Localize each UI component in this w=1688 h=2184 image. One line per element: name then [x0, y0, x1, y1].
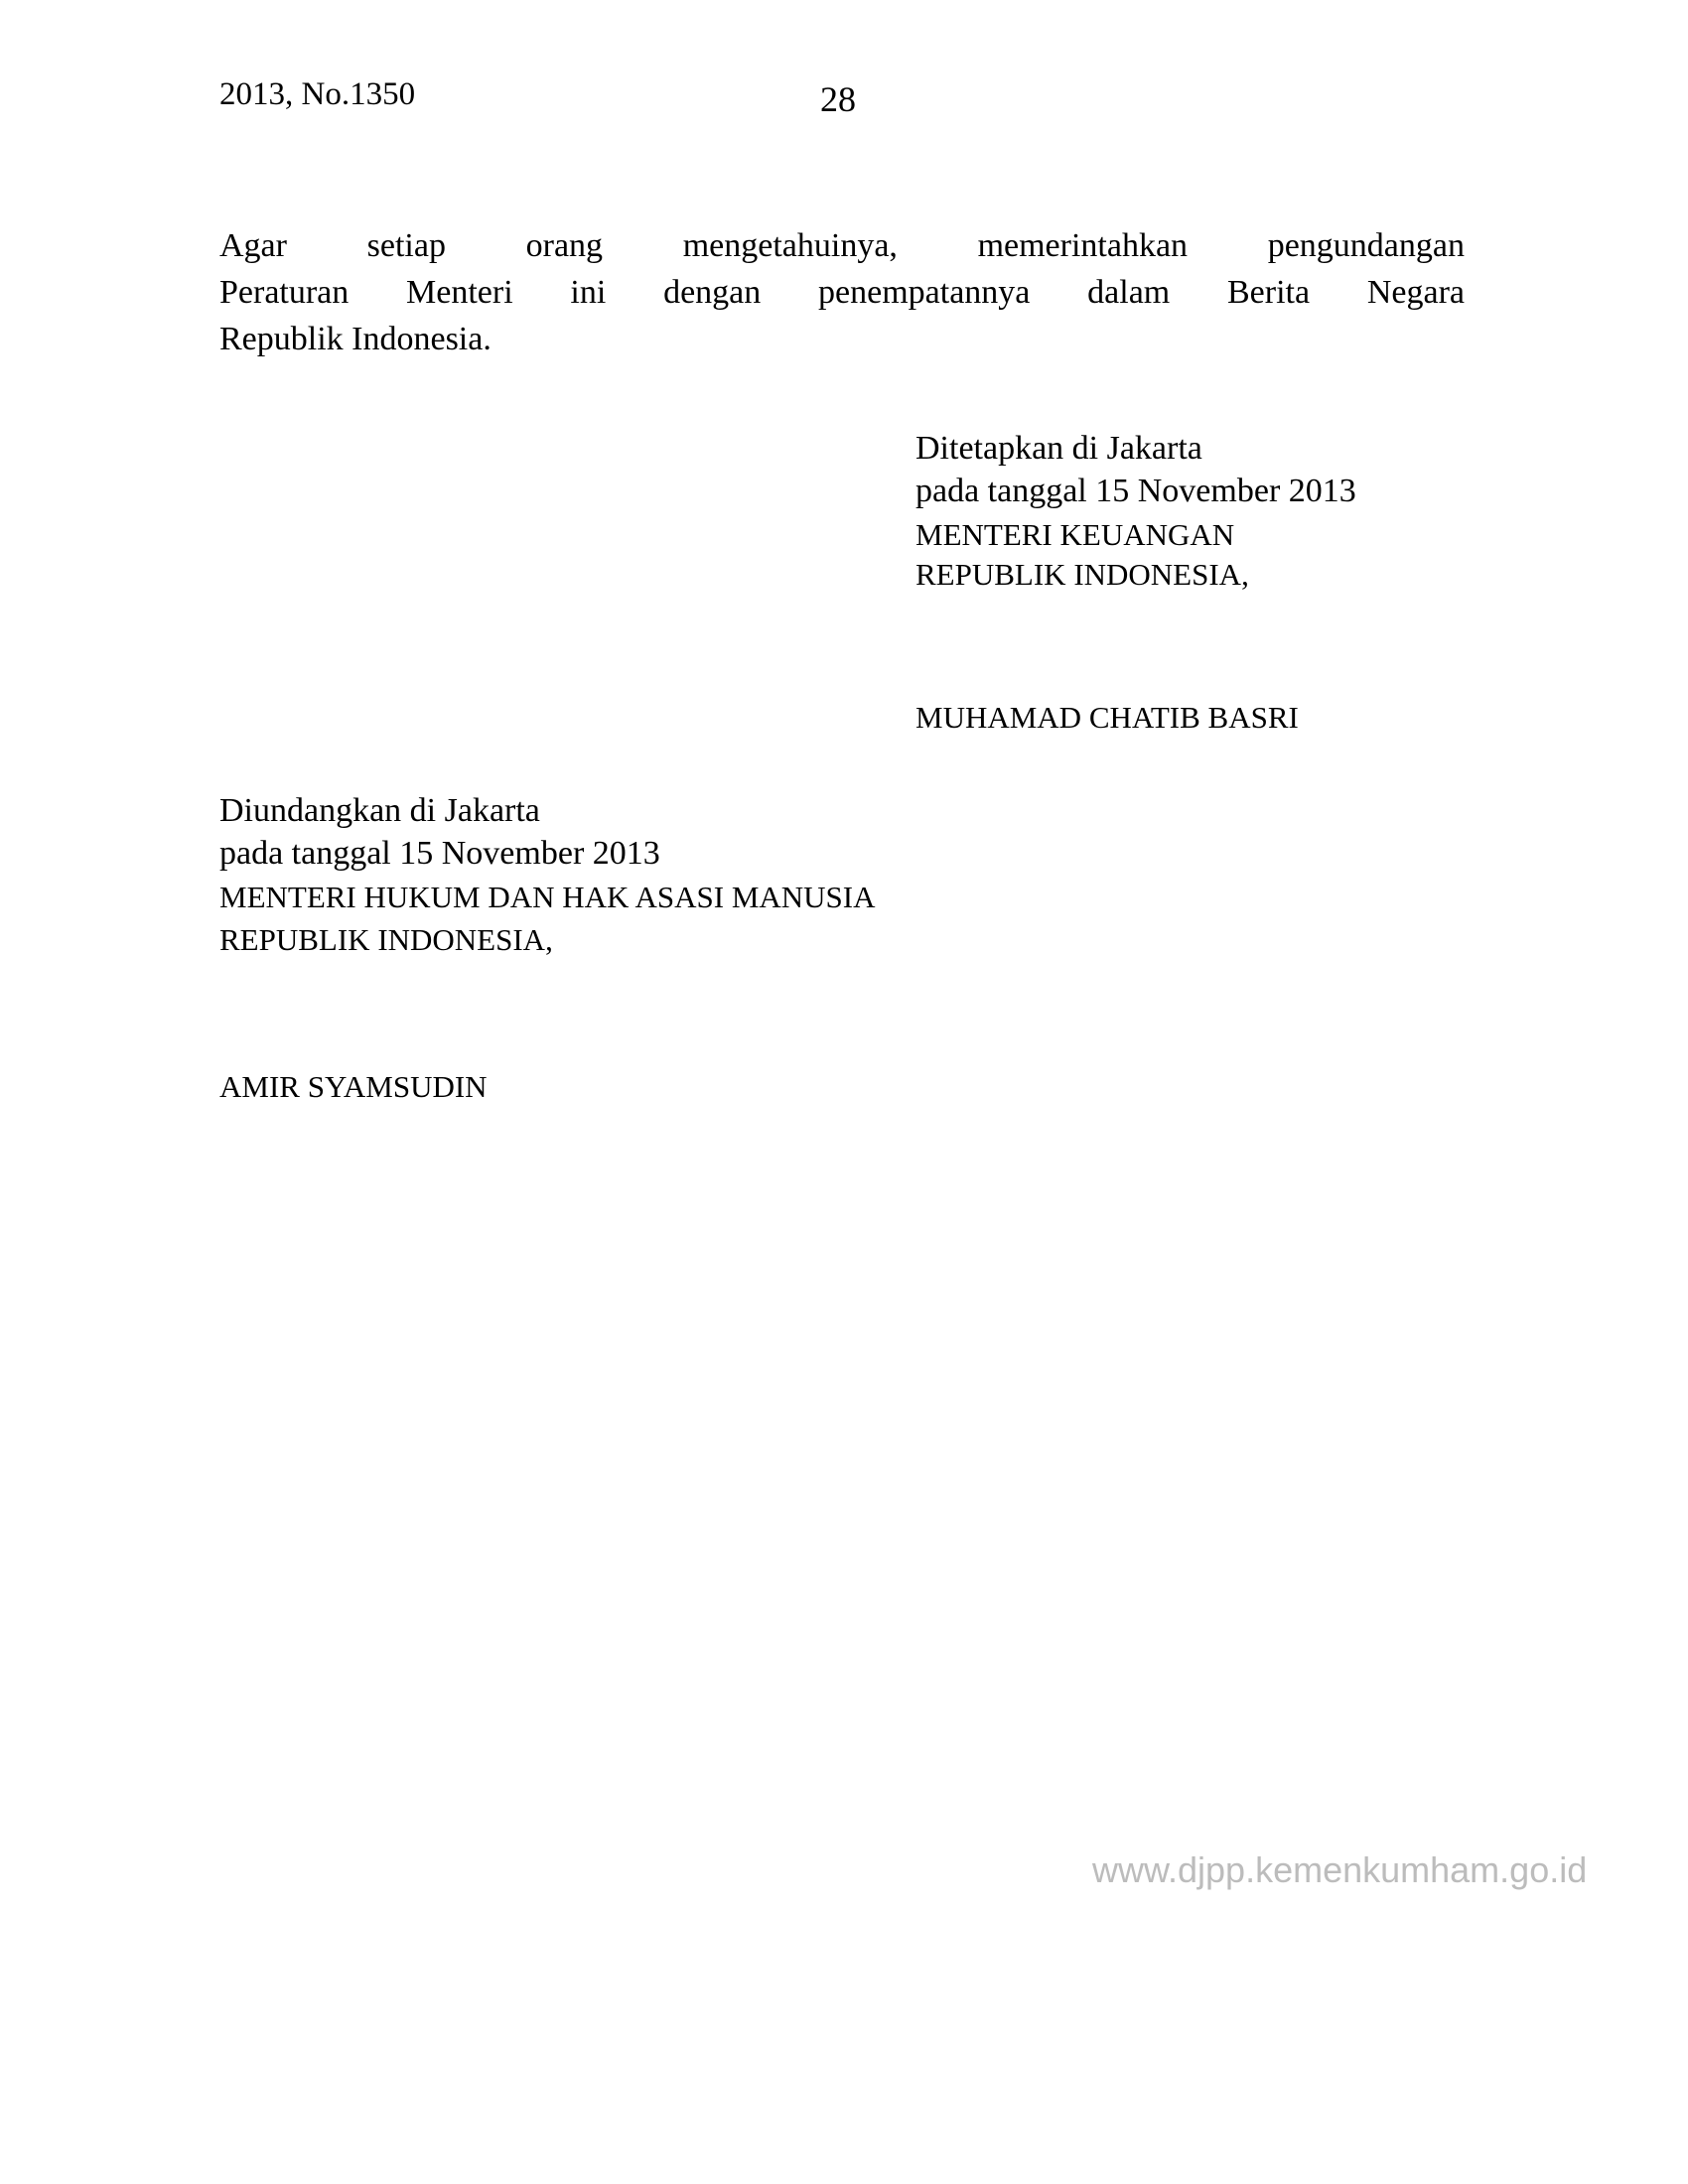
document-reference: 2013, No.1350: [219, 76, 416, 112]
enactment-date: pada tanggal 15 November 2013: [915, 473, 1356, 509]
paragraph-line: Peraturan Menteri ini dengan penempatannya dalam Berita Negara: [219, 274, 1465, 311]
promulgation-block: [219, 790, 876, 962]
promulgation-office-country: REPUBLIK INDONESIA,: [219, 922, 553, 957]
enactment-office-country: REPUBLIK INDONESIA,: [915, 557, 1249, 592]
enactment-signatory-name: MUHAMAD CHATIB BASRI: [915, 700, 1299, 735]
promulgation-office-title: MENTERI HUKUM DAN HAK ASASI MANUSIA: [219, 880, 876, 914]
paragraph-line: Agar setiap orang mengetahuinya, memerintahkan pengundangan: [219, 227, 1465, 264]
promulgation-date: pada tanggal 15 November 2013: [219, 835, 660, 872]
page-number: 28: [820, 79, 856, 119]
promulgation-signatory-name: AMIR SYAMSUDIN: [219, 1069, 488, 1104]
website-watermark: www.djpp.kemenkumham.go.id: [1092, 1849, 1588, 1890]
enactment-office-title: MENTERI KEUANGAN: [915, 517, 1235, 552]
promulgation-place: Diundangkan di Jakarta: [219, 792, 540, 829]
closing-paragraph: [219, 222, 1465, 362]
enactment-place: Ditetapkan di Jakarta: [915, 430, 1202, 467]
paragraph-line: Republik Indonesia.: [219, 321, 492, 357]
enactment-block: [915, 429, 1356, 595]
